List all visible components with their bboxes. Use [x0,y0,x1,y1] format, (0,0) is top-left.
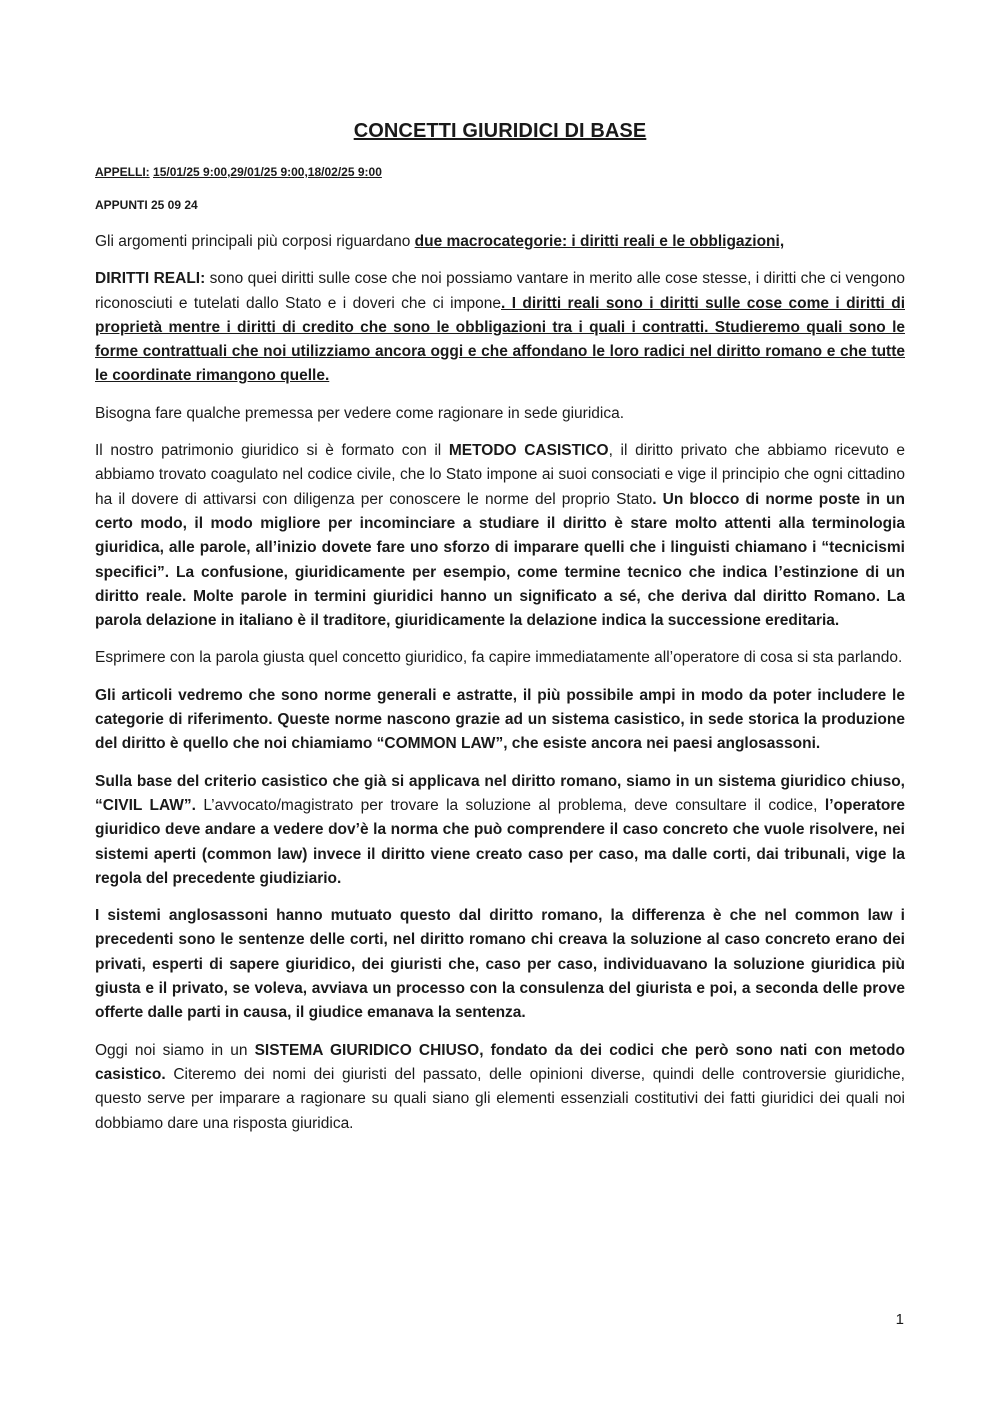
civil-law-emphasis-2: l’operatore giuridico deve andare a vedere dov’è la norma che può comprendere il caso concreto che vuole risolvere, nei sistemi aperti (common law) invece il diritto viene creato caso per caso, ma dalle corti, dai tribunali, vige la regola del precedente giudiziario. [95,796,905,887]
sistema-chiuso-text-1: Oggi noi siamo in un [95,1041,255,1059]
civil-law-emphasis: Sulla base del criterio casistico che già si applicava nel diritto romano, siamo in un sistema giuridico chiuso, “CIVIL LAW”. [95,772,905,814]
paragraph-esprimere: Esprimere con la parola giusta quel concetto giuridico, fa capire immediatamente all’operatore di cosa si sta parlando. [95,649,903,667]
appelli-label: APPELLI: [95,165,150,179]
anglosassoni-text: I sistemi anglosassoni hanno mutuato questo dal diritto romano, la differenza è che nel common law i precedenti sono le sentenze delle corti, nel diritto romano chi creava la soluzione al caso concreto erano dei privati, esperti di sapere giuridico, dei giuristi che, caso per caso, individuavano la soluzione giuridica più giusta e il privato, se voleva, avviava un processo con la consulenza del giurista e poi, a seconda delle prove offerte dalle parti in causa, il giudice emanava la sentenza. [95,907,905,1022]
paragraph-sistemi-anglosassoni [95,904,905,1025]
metodo-casistico-term: METODO CASISTICO [448,442,609,460]
page-number: 1 [895,1311,904,1328]
appelli-line [95,164,905,180]
appelli-dates: 15/01/25 9:00,29/01/25 9:00,18/02/25 9:00 [153,165,382,179]
paragraph-intro [95,230,905,254]
paragraph-sistema-chiuso [95,1039,905,1136]
sistema-chiuso-emphasis: , fondato da dei codici che però sono nati con metodo casistico. [95,1041,905,1083]
paragraph-intro-text: Gli argomenti principali più corposi riguardano [95,233,415,250]
paragraph-intro-emphasis: due macrocategorie: i diritti reali e le obbligazioni, [414,233,785,250]
common-law-text: Gli articoli vedremo che sono norme generali e astratte, il più possibile ampi in modo da poter includere le categorie di riferimento. Queste norme nascono grazie ad un sistema casistico, in sede storica la produzione del diritto è quello che noi chiamiamo “COMMON LAW”, che esiste ancora nei paesi anglosassoni. [95,686,905,753]
sistema-chiuso-term: SISTEMA GIURIDICO CHIUSO [254,1041,480,1059]
paragraph-metodo-casistico [95,439,905,633]
civil-law-text: L’avvocato/magistrato per trovare la soluzione al problema, deve consultare il codice, [195,796,825,814]
document-body [95,164,905,1149]
paragraph-premessa: Bisogna fare qualche premessa per vedere come ragionare in sede giuridica. [95,404,625,422]
diritti-reali-emphasis: . I diritti reali sono i diritti sulle cose come i diritti di proprietà mentre i diritti di credito che sono le obbligazioni tra i quali i contratti. Studieremo quali sono le forme contrattuali che noi utilizziamo ancora oggi e che affondano le loro radici nel diritto romano e che tutte le coordinate rimangono quelle. [95,294,905,385]
sistema-chiuso-text-2: Citeremo dei nomi dei giuristi del passato, delle opinioni diverse, quindi delle controversie giuridiche, questo serve per imparare a ragionare su quali siano gli elementi essenziali costitutivi dei fatti giuridici dei quali noi dobbiamo dare una risposta giuridica. [95,1065,905,1132]
metodo-text-2: , il diritto privato che abbiamo ricevuto e abbiamo trovato coagulato nel codice civile, che lo Stato impone ai suoi consociati e vige il principio che ogni cittadino ha il dovere di attivarsi con diligenza per conoscere le norme del proprio Stato [95,442,906,508]
diritti-reali-label: DIRITTI REALI: [95,270,206,288]
paragraph-common-law [95,684,905,757]
document-title: CONCETTI GIURIDICI DI BASE [353,120,647,142]
diritti-reali-text: sono quei diritti sulle cose che noi possiamo vantare in merito alle cose stesse, i diritti che ci vengono riconosciuti e tutelati dallo Stato e i doveri che ci impone [95,270,905,312]
metodo-text-1: Il nostro patrimonio giuridico si è formato con il [95,442,449,460]
paragraph-civil-law [95,770,905,891]
appunti-heading: APPUNTI 25 09 24 [95,198,198,212]
metodo-emphasis: . Un blocco di norme poste in un certo modo, il modo migliore per incominciare a studiare il diritto è stare molto attenti alla terminologia giuridica, alle parole, all’inizio dovete fare uno sforzo di imparare quelli che i linguisti chiamano i “tecnicismi specifici”. La confusione, giuridicamente per esempio, come termine tecnico che indica l’estinzione di un diritto reale. Molte parole in termini giuridici hanno un significato a sé, che deriva dal diritto Romano. La parola delazione in italiano è il traditore, giuridicamente la delazione indica la successione ereditaria. [95,490,905,630]
paragraph-diritti-reali [95,267,905,388]
